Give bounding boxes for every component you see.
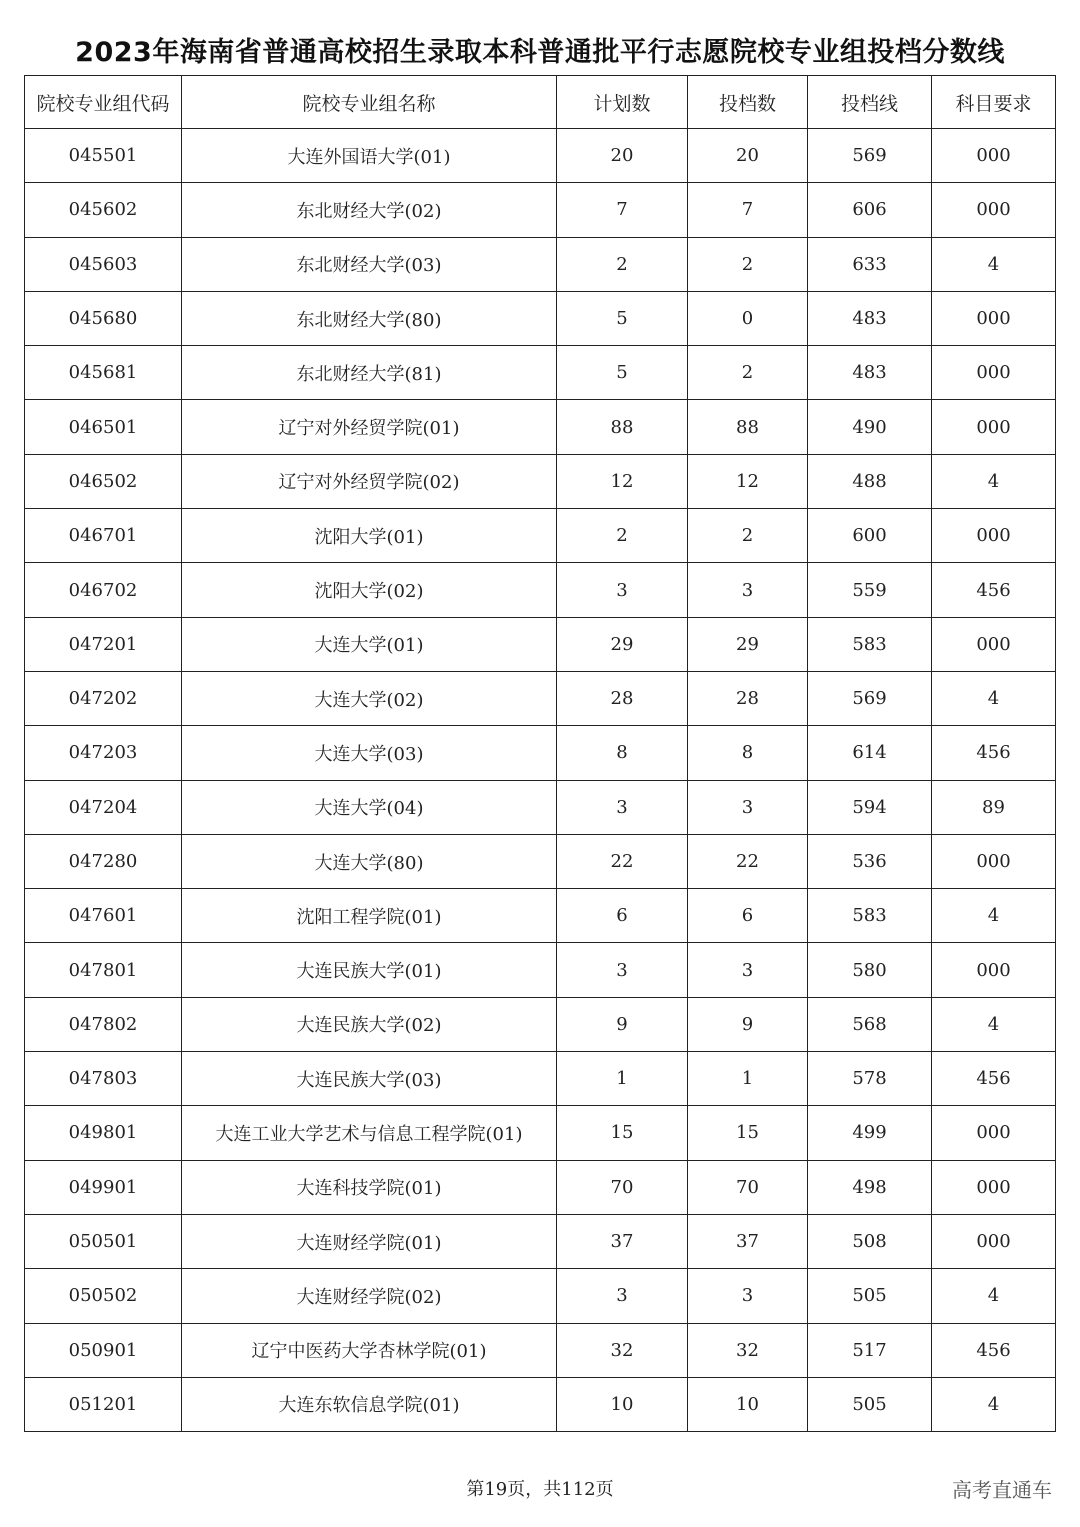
cell-filed-count: 3 [688, 943, 808, 997]
cell-subject-requirement: 000 [932, 129, 1056, 183]
cell-filed-count: 1 [688, 1052, 808, 1106]
table-row [25, 346, 1056, 400]
table-row [25, 889, 1056, 943]
cell-group-code: 049801 [25, 1106, 182, 1160]
cell-subject-requirement: 456 [932, 1052, 1056, 1106]
cell-group-name: 大连工业大学艺术与信息工程学院(01) [182, 1106, 557, 1160]
table-row [25, 1377, 1056, 1431]
cell-group-code: 049901 [25, 1160, 182, 1214]
cell-filed-count: 32 [688, 1323, 808, 1377]
cell-subject-requirement: 000 [932, 617, 1056, 671]
cell-subject-requirement: 456 [932, 563, 1056, 617]
cell-group-name: 大连民族大学(03) [182, 1052, 557, 1106]
cell-group-name: 大连大学(02) [182, 671, 557, 725]
cell-filed-count: 0 [688, 291, 808, 345]
cell-group-code: 047803 [25, 1052, 182, 1106]
cell-filed-count: 9 [688, 997, 808, 1051]
cell-plan-count: 22 [557, 834, 688, 888]
cell-subject-requirement: 000 [932, 834, 1056, 888]
cell-group-name: 大连科技学院(01) [182, 1160, 557, 1214]
cell-filed-count: 22 [688, 834, 808, 888]
cell-group-name: 大连民族大学(01) [182, 943, 557, 997]
header-plan-count: 计划数 [557, 76, 688, 129]
table-row [25, 291, 1056, 345]
table-body [25, 129, 1056, 1432]
cell-group-name: 辽宁对外经贸学院(01) [182, 400, 557, 454]
cell-cutoff-score: 569 [808, 129, 932, 183]
table-row [25, 1160, 1056, 1214]
header-group-code: 院校专业组代码 [25, 76, 182, 129]
cell-cutoff-score: 568 [808, 997, 932, 1051]
admission-score-table [24, 75, 1056, 1432]
cell-cutoff-score: 488 [808, 454, 932, 508]
table-row [25, 1269, 1056, 1323]
cell-filed-count: 28 [688, 671, 808, 725]
cell-filed-count: 6 [688, 889, 808, 943]
cell-filed-count: 7 [688, 183, 808, 237]
cell-subject-requirement: 89 [932, 780, 1056, 834]
cell-plan-count: 28 [557, 671, 688, 725]
cell-group-code: 047203 [25, 726, 182, 780]
cell-group-name: 辽宁中医药大学杏林学院(01) [182, 1323, 557, 1377]
cell-cutoff-score: 517 [808, 1323, 932, 1377]
cell-subject-requirement: 000 [932, 1214, 1056, 1268]
cell-group-name: 大连外国语大学(01) [182, 129, 557, 183]
cell-group-name: 大连大学(01) [182, 617, 557, 671]
cell-subject-requirement: 456 [932, 1323, 1056, 1377]
cell-cutoff-score: 536 [808, 834, 932, 888]
cell-plan-count: 20 [557, 129, 688, 183]
cell-filed-count: 3 [688, 780, 808, 834]
cell-group-name: 东北财经大学(80) [182, 291, 557, 345]
cell-plan-count: 7 [557, 183, 688, 237]
cell-plan-count: 2 [557, 237, 688, 291]
cell-plan-count: 88 [557, 400, 688, 454]
cell-filed-count: 3 [688, 1269, 808, 1323]
cell-plan-count: 37 [557, 1214, 688, 1268]
page-title: 2023年海南省普通高校招生录取本科普通批平行志愿院校专业组投档分数线 [75, 37, 1005, 68]
cell-subject-requirement: 4 [932, 454, 1056, 508]
cell-group-code: 047201 [25, 617, 182, 671]
cell-group-code: 046702 [25, 563, 182, 617]
table-row [25, 1214, 1056, 1268]
cell-cutoff-score: 498 [808, 1160, 932, 1214]
table-row [25, 726, 1056, 780]
cell-filed-count: 15 [688, 1106, 808, 1160]
cell-filed-count: 2 [688, 509, 808, 563]
cell-cutoff-score: 580 [808, 943, 932, 997]
cell-subject-requirement: 000 [932, 346, 1056, 400]
cell-filed-count: 88 [688, 400, 808, 454]
cell-filed-count: 37 [688, 1214, 808, 1268]
cell-group-code: 047204 [25, 780, 182, 834]
cell-subject-requirement: 4 [932, 671, 1056, 725]
cell-cutoff-score: 483 [808, 346, 932, 400]
cell-filed-count: 2 [688, 346, 808, 400]
cell-cutoff-score: 614 [808, 726, 932, 780]
cell-group-name: 东北财经大学(81) [182, 346, 557, 400]
cell-filed-count: 20 [688, 129, 808, 183]
cell-group-name: 辽宁对外经贸学院(02) [182, 454, 557, 508]
cell-subject-requirement: 000 [932, 943, 1056, 997]
cell-filed-count: 3 [688, 563, 808, 617]
cell-subject-requirement: 4 [932, 997, 1056, 1051]
cell-group-code: 045501 [25, 129, 182, 183]
cell-plan-count: 3 [557, 1269, 688, 1323]
cell-group-code: 047202 [25, 671, 182, 725]
cell-group-code: 046501 [25, 400, 182, 454]
cell-group-name: 大连财经学院(02) [182, 1269, 557, 1323]
cell-group-name: 大连财经学院(01) [182, 1214, 557, 1268]
cell-cutoff-score: 578 [808, 1052, 932, 1106]
table-row [25, 1052, 1056, 1106]
table-row [25, 671, 1056, 725]
cell-filed-count: 70 [688, 1160, 808, 1214]
cell-group-code: 050501 [25, 1214, 182, 1268]
table-row [25, 237, 1056, 291]
cell-group-code: 046701 [25, 509, 182, 563]
table-row [25, 617, 1056, 671]
header-group-name: 院校专业组名称 [182, 76, 557, 129]
cell-plan-count: 70 [557, 1160, 688, 1214]
cell-filed-count: 12 [688, 454, 808, 508]
table-row [25, 509, 1056, 563]
cell-group-code: 046502 [25, 454, 182, 508]
cell-cutoff-score: 633 [808, 237, 932, 291]
cell-cutoff-score: 600 [808, 509, 932, 563]
cell-group-code: 047601 [25, 889, 182, 943]
cell-filed-count: 10 [688, 1377, 808, 1431]
table-header-row [25, 76, 1056, 129]
table-row [25, 454, 1056, 508]
cell-subject-requirement: 000 [932, 1160, 1056, 1214]
table-row [25, 400, 1056, 454]
cell-cutoff-score: 483 [808, 291, 932, 345]
table-row [25, 1106, 1056, 1160]
header-subject-requirement: 科目要求 [932, 76, 1056, 129]
cell-subject-requirement: 456 [932, 726, 1056, 780]
cell-cutoff-score: 505 [808, 1377, 932, 1431]
cell-subject-requirement: 4 [932, 889, 1056, 943]
cell-group-name: 沈阳大学(01) [182, 509, 557, 563]
cell-cutoff-score: 499 [808, 1106, 932, 1160]
cell-group-name: 大连民族大学(02) [182, 997, 557, 1051]
header-filed-count: 投档数 [688, 76, 808, 129]
table-row [25, 780, 1056, 834]
cell-group-code: 050901 [25, 1323, 182, 1377]
watermark-text: 高考直通车 [952, 1478, 1052, 1502]
cell-subject-requirement: 000 [932, 1106, 1056, 1160]
cell-plan-count: 8 [557, 726, 688, 780]
cell-plan-count: 9 [557, 997, 688, 1051]
cell-cutoff-score: 569 [808, 671, 932, 725]
cell-subject-requirement: 000 [932, 183, 1056, 237]
cell-plan-count: 5 [557, 291, 688, 345]
cell-group-name: 大连大学(80) [182, 834, 557, 888]
cell-filed-count: 29 [688, 617, 808, 671]
cell-group-code: 050502 [25, 1269, 182, 1323]
cell-group-code: 047802 [25, 997, 182, 1051]
cell-plan-count: 2 [557, 509, 688, 563]
cell-cutoff-score: 606 [808, 183, 932, 237]
table-row [25, 943, 1056, 997]
cell-filed-count: 8 [688, 726, 808, 780]
cell-plan-count: 10 [557, 1377, 688, 1431]
cell-plan-count: 6 [557, 889, 688, 943]
cell-cutoff-score: 559 [808, 563, 932, 617]
cell-group-name: 东北财经大学(02) [182, 183, 557, 237]
cell-plan-count: 15 [557, 1106, 688, 1160]
cell-group-name: 大连大学(04) [182, 780, 557, 834]
cell-subject-requirement: 000 [932, 509, 1056, 563]
cell-subject-requirement: 000 [932, 400, 1056, 454]
cell-cutoff-score: 490 [808, 400, 932, 454]
cell-group-code: 045602 [25, 183, 182, 237]
cell-group-code: 045681 [25, 346, 182, 400]
cell-plan-count: 3 [557, 780, 688, 834]
cell-subject-requirement: 4 [932, 1269, 1056, 1323]
table-row [25, 1323, 1056, 1377]
cell-subject-requirement: 4 [932, 237, 1056, 291]
cell-cutoff-score: 583 [808, 617, 932, 671]
cell-group-name: 东北财经大学(03) [182, 237, 557, 291]
cell-cutoff-score: 505 [808, 1269, 932, 1323]
cell-group-code: 047801 [25, 943, 182, 997]
cell-plan-count: 3 [557, 563, 688, 617]
cell-group-code: 045680 [25, 291, 182, 345]
table-row [25, 129, 1056, 183]
cell-plan-count: 3 [557, 943, 688, 997]
cell-group-name: 沈阳工程学院(01) [182, 889, 557, 943]
table-row [25, 997, 1056, 1051]
cell-group-name: 沈阳大学(02) [182, 563, 557, 617]
cell-group-name: 大连东软信息学院(01) [182, 1377, 557, 1431]
cell-group-code: 051201 [25, 1377, 182, 1431]
cell-filed-count: 2 [688, 237, 808, 291]
table-row [25, 183, 1056, 237]
cell-group-code: 047280 [25, 834, 182, 888]
cell-subject-requirement: 000 [932, 291, 1056, 345]
cell-subject-requirement: 4 [932, 1377, 1056, 1431]
cell-plan-count: 12 [557, 454, 688, 508]
cell-cutoff-score: 583 [808, 889, 932, 943]
table-row [25, 834, 1056, 888]
cell-plan-count: 5 [557, 346, 688, 400]
page-number: 第19页，共112页 [466, 1479, 614, 1500]
cell-cutoff-score: 594 [808, 780, 932, 834]
table-row [25, 563, 1056, 617]
cell-cutoff-score: 508 [808, 1214, 932, 1268]
cell-plan-count: 29 [557, 617, 688, 671]
cell-plan-count: 1 [557, 1052, 688, 1106]
cell-plan-count: 32 [557, 1323, 688, 1377]
cell-group-name: 大连大学(03) [182, 726, 557, 780]
header-cutoff-score: 投档线 [808, 76, 932, 129]
cell-group-code: 045603 [25, 237, 182, 291]
